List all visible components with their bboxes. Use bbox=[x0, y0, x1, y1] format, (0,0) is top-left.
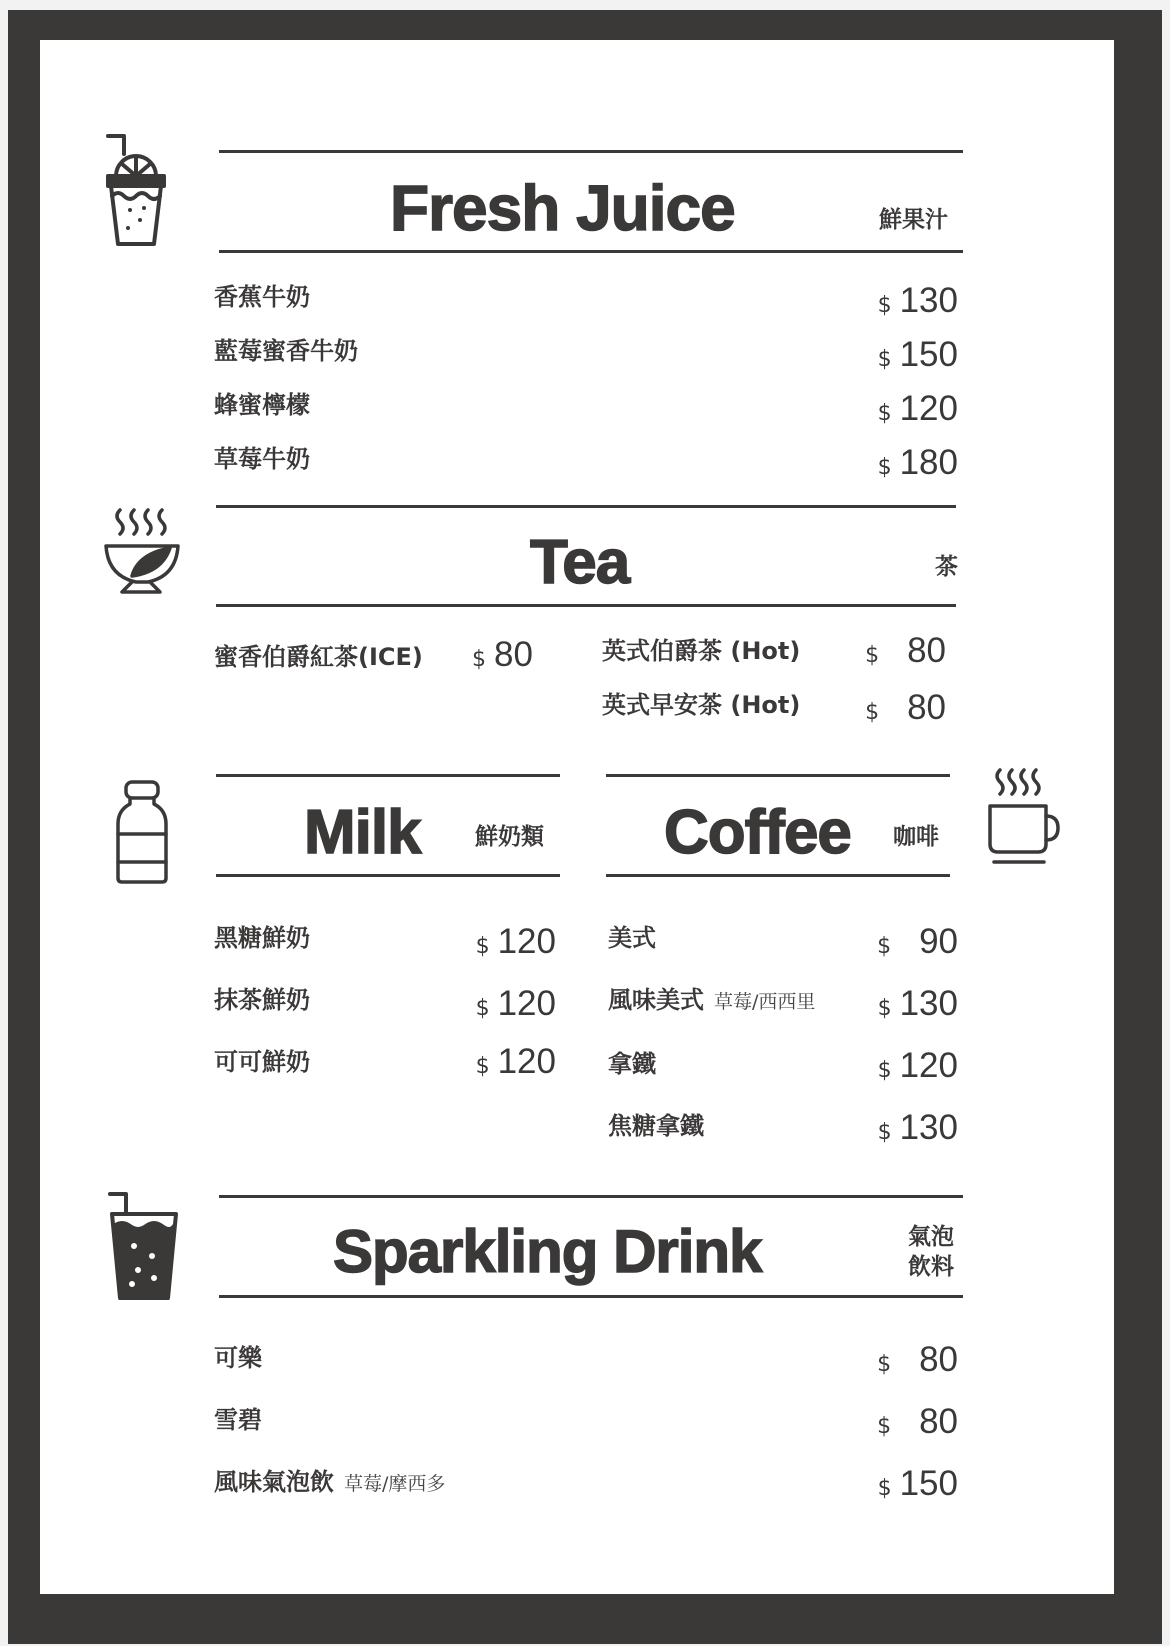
sparkling-item-1: 可樂 bbox=[214, 1344, 262, 1372]
tea-item-3: 英式早安茶 (Hot) bbox=[602, 691, 801, 719]
juice-price-4: $ 180 bbox=[877, 443, 958, 482]
tea-subtitle: 茶 bbox=[935, 554, 958, 580]
milk-item-1: 黑糖鮮奶 bbox=[214, 924, 310, 952]
tea-item-1: 蜜香伯爵紅茶(ICE) bbox=[214, 643, 423, 671]
milk-title: Milk bbox=[304, 798, 421, 867]
milk-price-2: $ 120 bbox=[475, 984, 556, 1023]
coffee-bottom-rule bbox=[606, 874, 950, 877]
juice-bottom-rule bbox=[219, 250, 963, 253]
sparkling-title: Sparkling Drink bbox=[333, 1218, 762, 1285]
milk-bottom-rule bbox=[216, 874, 560, 877]
milk-price-1: $ 120 bbox=[475, 922, 556, 961]
juice-subtitle: 鮮果汁 bbox=[879, 207, 948, 233]
sparkling-subtitle-line1: 氣泡 bbox=[908, 1224, 954, 1250]
juice-top-rule bbox=[219, 150, 963, 153]
juice-title: Fresh Juice bbox=[390, 172, 735, 244]
sparkling-bottom-rule bbox=[219, 1295, 963, 1298]
coffee-price-3: $ 120 bbox=[877, 1046, 958, 1085]
coffee-cup-icon bbox=[988, 766, 1060, 870]
sparkling-top-rule bbox=[219, 1195, 963, 1198]
juice-price-1: $ 130 bbox=[877, 281, 958, 320]
juice-item-1: 香蕉牛奶 bbox=[214, 283, 310, 311]
tea-price-3: $ 80 bbox=[865, 688, 946, 727]
juice-cup-icon bbox=[104, 132, 168, 250]
sparkling-subtitle-line2: 飲料 bbox=[908, 1254, 954, 1280]
coffee-item-2: 風味美式 草莓/西西里 bbox=[608, 986, 816, 1014]
tea-item-2: 英式伯爵茶 (Hot) bbox=[602, 637, 801, 665]
milk-top-rule bbox=[216, 774, 560, 777]
sparkling-price-2: $ 80 bbox=[877, 1402, 958, 1441]
coffee-item-3: 拿鐵 bbox=[608, 1050, 656, 1078]
sparkling-item-3: 風味氣泡飲 草莓/摩西多 bbox=[214, 1468, 446, 1496]
coffee-item-2-note: 草莓/西西里 bbox=[714, 991, 816, 1013]
coffee-price-1: $ 90 bbox=[877, 922, 958, 961]
coffee-title: Coffee bbox=[664, 798, 851, 867]
tea-top-rule bbox=[216, 505, 956, 508]
sparkling-price-3: $ 150 bbox=[877, 1464, 958, 1503]
tea-price-1: $ 80 bbox=[472, 635, 533, 674]
coffee-price-2: $ 130 bbox=[877, 984, 958, 1023]
tea-price-2: $ 80 bbox=[865, 631, 946, 670]
juice-item-2: 藍莓蜜香牛奶 bbox=[214, 337, 358, 365]
sparkling-price-1: $ 80 bbox=[877, 1340, 958, 1379]
sparkling-item-3-note: 草莓/摩西多 bbox=[344, 1473, 446, 1495]
juice-item-4: 草莓牛奶 bbox=[214, 445, 310, 473]
juice-item-3: 蜂蜜檸檬 bbox=[214, 391, 310, 419]
juice-price-3: $ 120 bbox=[877, 389, 958, 428]
coffee-price-4: $ 130 bbox=[877, 1108, 958, 1147]
milk-bottle-icon bbox=[114, 780, 170, 884]
tea-bottom-rule bbox=[216, 604, 956, 607]
milk-item-3: 可可鮮奶 bbox=[214, 1048, 310, 1076]
soda-glass-icon bbox=[108, 1190, 180, 1302]
coffee-item-1: 美式 bbox=[608, 924, 656, 952]
tea-bowl-icon bbox=[102, 506, 182, 598]
sparkling-item-2: 雪碧 bbox=[214, 1406, 262, 1434]
milk-item-2: 抹茶鮮奶 bbox=[214, 986, 310, 1014]
juice-price-2: $ 150 bbox=[877, 335, 958, 374]
coffee-subtitle: 咖啡 bbox=[893, 824, 939, 850]
milk-price-3: $ 120 bbox=[475, 1042, 556, 1081]
coffee-top-rule bbox=[606, 774, 950, 777]
milk-subtitle: 鮮奶類 bbox=[475, 824, 544, 850]
coffee-item-4: 焦糖拿鐵 bbox=[608, 1112, 704, 1140]
tea-title: Tea bbox=[530, 528, 630, 597]
